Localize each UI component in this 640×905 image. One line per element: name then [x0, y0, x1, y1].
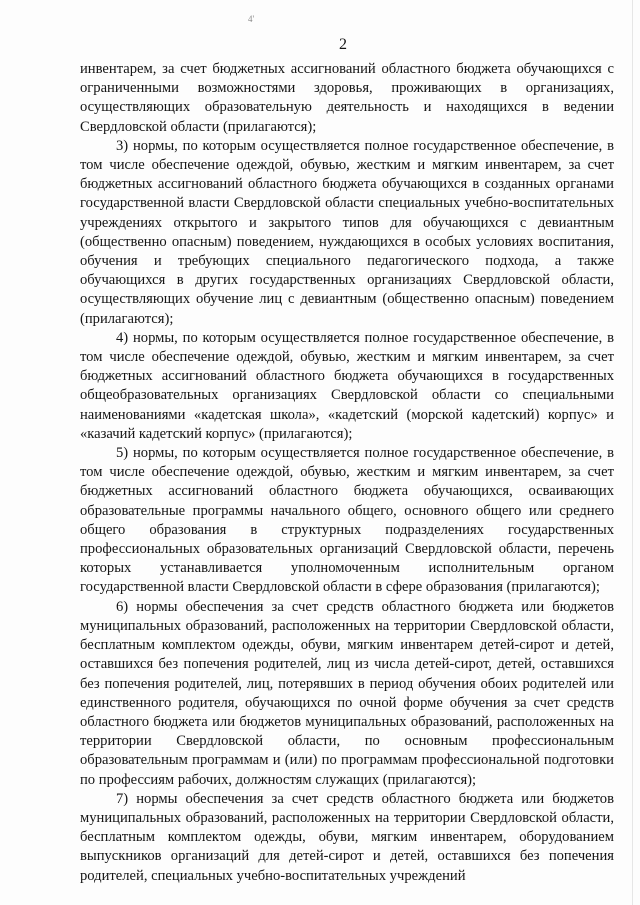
- paragraph-item-7: 7) нормы обеспечения за счет средств областного бюджета или бюджетов муниципальных образований, расположенных на территории Свердловской области, бесплатным комплектом одежды, обуви, мягким инвентарем, оборудованием выпускников организаций для детей-сирот и детей, оставшихся без попечения родителей, специальных учебно-воспитательных учреждений: [80, 790, 614, 884]
- paragraph-continuation: инвентарем, за счет бюджетных ассигнований областного бюджета обучающихся с ограниченными возможностями здоровья, проживающих в организациях, осуществляющих образовательную деятельность и находящихся в ведении Свердловской области (прилагаются);: [80, 61, 614, 135]
- document-body: [80, 60, 614, 886]
- paragraph-item-4: 4) нормы, по которым осуществляется полное государственное обеспечение, в том числе обеспечение одеждой, обувью, жестким и мягким инвентарем, за счет бюджетных ассигнований областного бюджета обучающихся в государственных общеобразовательных организациях Свердловской области со специальными наименованиями «кадетская школа», «кадетский (морской кадетский) корпус» и «казачий кадетский корпус» (прилагаются);: [80, 329, 614, 442]
- paragraph-item-5: 5) нормы, по которым осуществляется полное государственное обеспечение, в том числе обеспечение одеждой, обувью, жестким и мягким инвентарем, за счет бюджетных ассигнований областного бюджета обучающихся, осваивающих образовательные программы начального общего, основного общего или среднего общего образования в структурных подразделениях государственных профессиональных образовательных организаций Свердловской области, перечень которых устанавливается уполномоченным исполнительным органом государственной власти Свердловской области в сфере образования (прилагаются);: [80, 445, 614, 596]
- scan-mark: 4': [248, 14, 255, 24]
- page-edge-line: [632, 0, 633, 905]
- page-number: 2: [339, 36, 347, 53]
- paragraph-item-6: 6) нормы обеспечения за счет средств областного бюджета или бюджетов муниципальных образований, расположенных на территории Свердловской области, бесплатным комплектом одежды, обуви, мягким инвентарем детей-сирот и детей, оставшихся без попечения родителей, лиц из числа детей-сирот, детей, оставшихся без попечения родителей, лиц, потерявших в период обучения обоих родителей или единственного родителя, обучающихся по очной форме обучения за счет средств областного бюджета или бюджетов муниципальных образований, расположенных на территории Свердловской области, по основным профессиональным образовательным программам и (или) по программам профессиональной подготовки по профессиям рабочих, должностям служащих (прилагаются);: [80, 598, 614, 788]
- paragraph-item-3: 3) нормы, по которым осуществляется полное государственное обеспечение, в том числе обеспечение одеждой, обувью, жестким и мягким инвентарем, за счет бюджетных ассигнований областного бюджета обучающихся в созданных органами государственной власти Свердловской области специальных учебно-воспитательных учреждениях открытого и закрытого типов для обучающихся с девиантным (общественно опасным) поведением, нуждающихся в особых условиях воспитания, обучения и требующих специального педагогического подхода, а также обучающихся в других государственных организациях Свердловской области, осуществляющих обучение лиц с девиантным (общественно опасным) поведением (прилагаются);: [80, 137, 614, 327]
